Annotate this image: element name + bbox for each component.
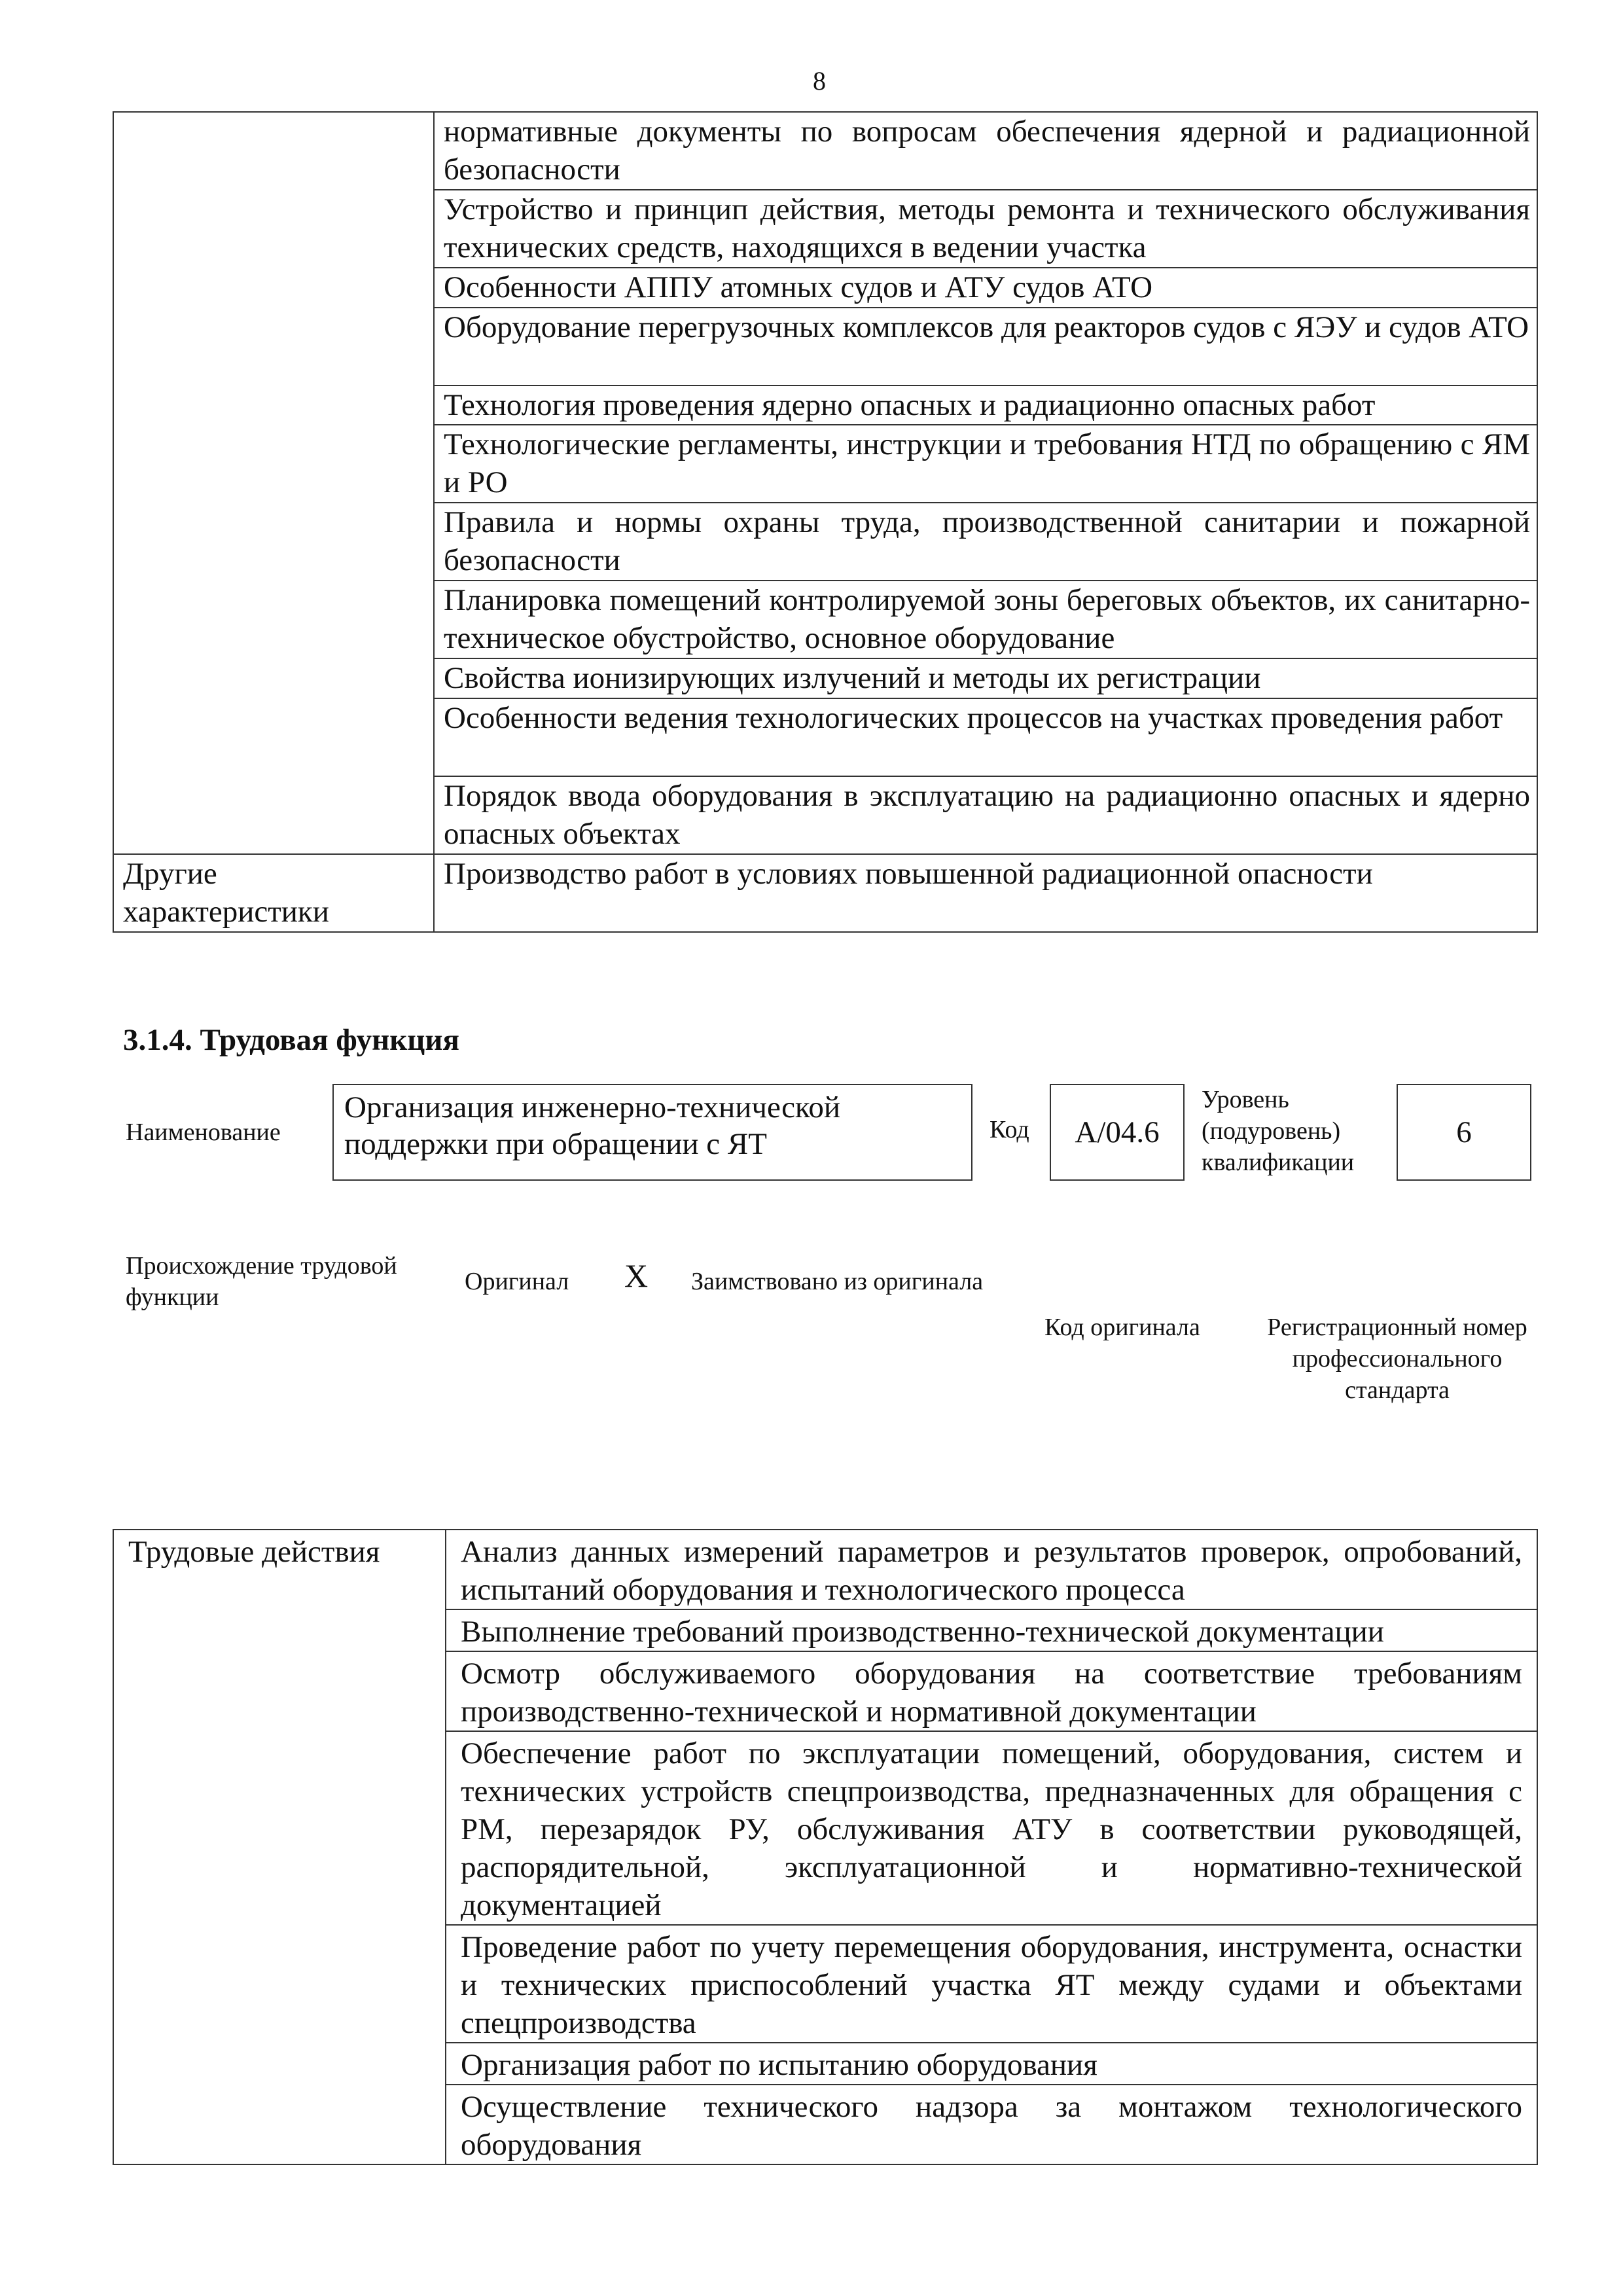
- table-row: Организация работ по испытанию оборудования: [446, 2043, 1537, 2085]
- table-row: Порядок ввода оборудования в эксплуатацию на радиационно опасных и ядерно опасных объектах: [434, 776, 1537, 854]
- table-row: Технологические регламенты, инструкции и требования НТД по обращению с ЯМ и РО: [434, 425, 1537, 503]
- original-code-label: Код оригинала: [1044, 1314, 1200, 1341]
- other-characteristics-label: Другие характеристики: [113, 854, 434, 932]
- table-row: Правила и нормы охраны труда, производственной санитарии и пожарной безопасности: [434, 503, 1537, 581]
- borrowed-label: Заимствовано из оригинала: [691, 1268, 984, 1295]
- table-row: Обеспечение работ по эксплуатации помещений, оборудования, систем и технических устройств спецпроизводства, предназначенных для обращения с РМ, перезарядок РУ, обслуживания АТУ в соответствии руководящей, распорядительной, эксплуатационной и нормативно-технической документацией: [446, 1731, 1537, 1925]
- reg-number-label: Регистрационный номер профессионального стандарта: [1267, 1314, 1527, 1404]
- table-row: Проведение работ по учету перемещения оборудования, инструмента, оснастки и технических приспособлений участка ЯТ между судами и объектами спецпроизводства: [446, 1925, 1537, 2043]
- original-label: Оригинал: [465, 1268, 569, 1295]
- table-row: Особенности ведения технологических процессов на участках проведения работ: [434, 698, 1537, 776]
- function-name-box: Организация инженерно-технической поддержки при обращении с ЯТ: [332, 1084, 972, 1181]
- table-row: Анализ данных измерений параметров и результатов проверок, опробований, испытаний оборудования и технологического процесса: [446, 1530, 1537, 1609]
- level-box: 6: [1397, 1084, 1531, 1181]
- table-row: нормативные документы по вопросам обеспечения ядерной и радиационной безопасности: [434, 112, 1537, 190]
- knowledge-table: [113, 111, 1538, 933]
- table-row: Устройство и принцип действия, методы ремонта и технического обслуживания технических средств, находящихся в ведении участка: [434, 190, 1537, 268]
- labor-actions-label: Трудовые действия: [113, 1530, 446, 2164]
- origin-label: Происхождение трудовой функции: [126, 1252, 397, 1311]
- code-box: А/04.6: [1050, 1084, 1185, 1181]
- table-row: Оборудование перегрузочных комплексов для реакторов судов с ЯЭУ и судов АТО: [434, 308, 1537, 386]
- other-characteristics-value: Производство работ в условиях повышенной радиационной опасности: [434, 854, 1537, 932]
- page-number: 8: [813, 66, 826, 96]
- name-label: Наименование: [126, 1119, 281, 1146]
- code-label: Код: [990, 1116, 1029, 1143]
- table-row: Осуществление технического надзора за монтажом технологического оборудования: [446, 2085, 1537, 2164]
- labor-actions-table: [113, 1529, 1538, 2165]
- original-mark: X: [624, 1257, 649, 1294]
- table-row: Планировка помещений контролируемой зоны береговых объектов, их санитарно-техническое обустройство, основное оборудование: [434, 581, 1537, 658]
- table-row: Выполнение требований производственно-технической документации: [446, 1609, 1537, 1651]
- section-heading: 3.1.4. Трудовая функция: [123, 1023, 459, 1057]
- level-label: Уровень (подуровень) квалификации: [1202, 1086, 1355, 1176]
- table-row: Технология проведения ядерно опасных и радиационно опасных работ: [434, 386, 1537, 425]
- table-row: Особенности АППУ атомных судов и АТУ судов АТО: [434, 268, 1537, 308]
- table-label-cell: [113, 112, 434, 854]
- table-row: Свойства ионизирующих излучений и методы их регистрации: [434, 658, 1537, 698]
- table-row: Осмотр обслуживаемого оборудования на соответствие требованиям производственно-технической и нормативной документации: [446, 1651, 1537, 1731]
